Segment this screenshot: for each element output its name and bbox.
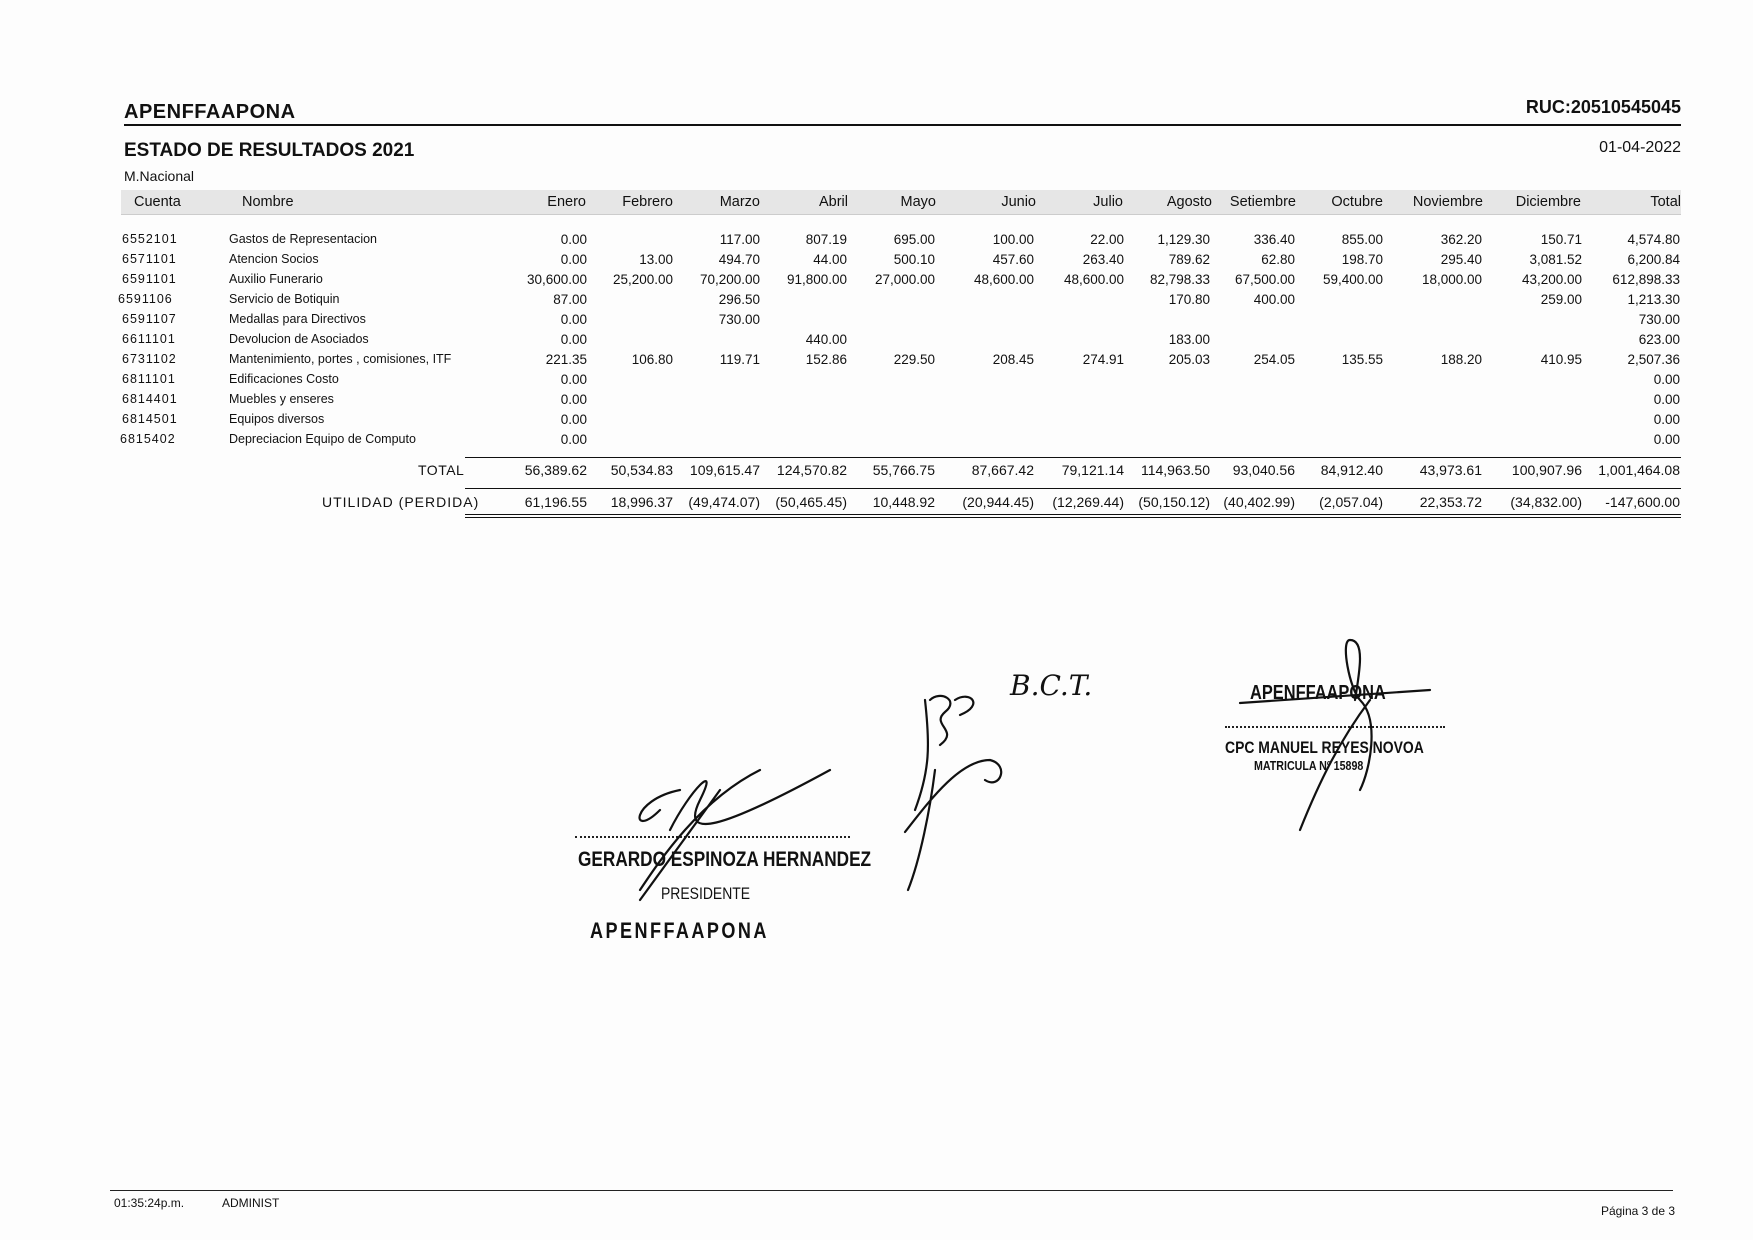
total-cell: 79,121.14 — [1061, 462, 1124, 478]
value-cell: 62.80 — [1261, 252, 1295, 267]
value-cell: 82,798.33 — [1149, 272, 1210, 287]
value-cell: 0.00 — [1653, 412, 1680, 427]
account-code: 6591101 — [122, 272, 177, 286]
total-label: TOTAL — [418, 462, 465, 478]
president-org: APENFFAAPONA — [590, 918, 769, 943]
value-cell: 0.00 — [1653, 372, 1680, 387]
value-cell: 70,200.00 — [699, 272, 760, 287]
column-header: Noviembre — [1412, 194, 1483, 210]
total-cell: 84,912.40 — [1320, 462, 1383, 478]
value-cell: 18,000.00 — [1421, 272, 1482, 287]
accountant-org: APENFFAAPONA — [1250, 682, 1386, 704]
column-header: Junio — [1001, 194, 1036, 210]
account-code: 6591106 — [118, 292, 173, 306]
company-name: APENFFAAPONA — [124, 101, 296, 123]
value-cell: 221.35 — [545, 352, 587, 367]
account-code: 6611101 — [122, 332, 176, 346]
value-cell: 440.00 — [805, 332, 847, 347]
total-cell: 56,389.62 — [524, 462, 587, 478]
column-header: Mayo — [900, 194, 936, 210]
total-cell: 114,963.50 — [1140, 462, 1210, 478]
value-cell: 0.00 — [560, 372, 587, 387]
value-cell: 22.00 — [1090, 232, 1124, 247]
value-cell: 87.00 — [553, 292, 587, 307]
account-name: Mantenimiento, portes , comisiones, ITF — [229, 352, 452, 366]
account-name: Servicio de Botiquin — [229, 292, 340, 306]
column-header: Setiembre — [1229, 194, 1296, 210]
utilidad-cell: 10,448.92 — [872, 494, 935, 510]
value-cell: 2,507.36 — [1627, 352, 1680, 367]
value-cell: 0.00 — [560, 392, 587, 407]
value-cell: 0.00 — [1653, 392, 1680, 407]
account-code: 6731102 — [122, 352, 177, 366]
account-name: Muebles y enseres — [229, 392, 334, 406]
account-name: Medallas para Directivos — [229, 312, 366, 326]
account-code: 6811101 — [122, 372, 176, 386]
total-cell: 43,973.61 — [1419, 462, 1482, 478]
value-cell: 208.45 — [992, 352, 1034, 367]
value-cell: 807.19 — [805, 232, 847, 247]
value-cell: 59,400.00 — [1322, 272, 1383, 287]
value-cell: 205.03 — [1168, 352, 1210, 367]
value-cell: 30,600.00 — [526, 272, 587, 287]
utilidad-cell: (40,402.99) — [1223, 494, 1295, 510]
value-cell: 188.20 — [1440, 352, 1482, 367]
value-cell: 789.62 — [1168, 252, 1210, 267]
value-cell: 198.70 — [1341, 252, 1383, 267]
utilidad-cell: (50,150.12) — [1138, 494, 1210, 510]
utilidad-cell: (50,465.45) — [775, 494, 847, 510]
value-cell: 25,200.00 — [612, 272, 673, 287]
account-code: 6814501 — [122, 412, 178, 426]
value-cell: 855.00 — [1341, 232, 1383, 247]
utilidad-cell: (2,057.04) — [1319, 494, 1383, 510]
utilidad-cell: (12,269.44) — [1052, 494, 1124, 510]
value-cell: 48,600.00 — [1063, 272, 1124, 287]
value-cell: 500.10 — [893, 252, 935, 267]
value-cell: 91,800.00 — [786, 272, 847, 287]
utilidad-cell: 18,996.37 — [610, 494, 673, 510]
total-cell: 100,907.96 — [1511, 462, 1582, 478]
column-header: Agosto — [1166, 194, 1212, 210]
column-header: Total — [1650, 194, 1681, 210]
ruc-number: RUC:20510545045 — [1525, 97, 1681, 117]
value-cell: 106.80 — [631, 352, 673, 367]
accountant-name: CPC MANUEL REYES NOVOA — [1225, 738, 1424, 757]
value-cell: 0.00 — [560, 312, 587, 327]
value-cell: 183.00 — [1168, 332, 1210, 347]
column-header: Abril — [818, 194, 848, 210]
column-header-nombre: Nombre — [242, 194, 294, 210]
value-cell: 43,200.00 — [1521, 272, 1582, 287]
print-user: ADMINIST — [222, 1196, 280, 1210]
value-cell: 48,600.00 — [973, 272, 1034, 287]
value-cell: 612,898.33 — [1612, 272, 1680, 287]
value-cell: 695.00 — [893, 232, 935, 247]
value-cell: 135.55 — [1341, 352, 1383, 367]
total-cell: 124,570.82 — [776, 462, 847, 478]
accountant-registration: MATRICULA Nº 15898 — [1254, 758, 1364, 773]
value-cell: 119.71 — [719, 352, 760, 367]
account-code: 6814401 — [122, 392, 178, 406]
value-cell: 263.40 — [1082, 252, 1124, 267]
value-cell: 150.71 — [1540, 232, 1582, 247]
value-cell: 457.60 — [992, 252, 1034, 267]
value-cell: 730.00 — [718, 312, 760, 327]
value-cell: 0.00 — [560, 232, 587, 247]
value-cell: 400.00 — [1253, 292, 1295, 307]
value-cell: 494.70 — [718, 252, 760, 267]
account-code: 6591107 — [122, 312, 177, 326]
value-cell: 0.00 — [560, 332, 587, 347]
footer-divider — [110, 1190, 1673, 1191]
value-cell: 229.50 — [893, 352, 935, 367]
page-number: Página 3 de 3 — [1600, 1204, 1675, 1218]
currency-label: M.Nacional — [124, 168, 195, 184]
value-cell: 13.00 — [639, 252, 673, 267]
print-time: 01:35:24p.m. — [114, 1196, 185, 1210]
utilidad-label: UTILIDAD (PERDIDA) — [322, 494, 480, 510]
value-cell: 254.05 — [1253, 352, 1295, 367]
value-cell: 1,129.30 — [1157, 232, 1210, 247]
value-cell: 6,200.84 — [1627, 252, 1680, 267]
value-cell: 259.00 — [1540, 292, 1582, 307]
value-cell: 0.00 — [560, 432, 587, 447]
total-cell: 50,534.83 — [610, 462, 673, 478]
column-header: Octubre — [1331, 194, 1383, 210]
value-cell: 152.86 — [805, 352, 847, 367]
president-title: PRESIDENTE — [661, 884, 751, 903]
account-name: Edificaciones Costo — [229, 372, 339, 386]
value-cell: 730.00 — [1638, 312, 1680, 327]
value-cell: 117.00 — [719, 232, 760, 247]
handwritten-note: B.C.T. — [1010, 669, 1093, 702]
value-cell: 295.40 — [1440, 252, 1482, 267]
account-name: Gastos de Representacion — [229, 232, 378, 246]
value-cell: 623.00 — [1638, 332, 1680, 347]
total-cell: 1,001,464.08 — [1598, 462, 1680, 478]
report-title: ESTADO DE RESULTADOS 2021 — [124, 140, 415, 161]
value-cell: 274.91 — [1082, 352, 1124, 367]
account-name: Devolucion de Asociados — [229, 332, 369, 346]
account-code: 6815402 — [120, 432, 176, 446]
column-header: Febrero — [622, 194, 673, 210]
value-cell: 0.00 — [560, 252, 587, 267]
value-cell: 67,500.00 — [1234, 272, 1295, 287]
column-header: Marzo — [719, 194, 760, 210]
utilidad-cell: (20,944.45) — [962, 494, 1034, 510]
value-cell: 44.00 — [813, 252, 847, 267]
utilidad-cell: 61,196.55 — [524, 494, 587, 510]
value-cell: 410.95 — [1540, 352, 1582, 367]
utilidad-cell: (49,474.07) — [688, 494, 760, 510]
report-date: 01-04-2022 — [1599, 139, 1681, 156]
value-cell: 336.40 — [1253, 232, 1295, 247]
account-code: 6552101 — [122, 232, 178, 246]
account-name: Auxilio Funerario — [229, 272, 323, 286]
total-cell: 109,615.47 — [689, 462, 760, 478]
column-header-cuenta: Cuenta — [134, 194, 181, 210]
president-name: GERARDO ESPINOZA HERNANDEZ — [578, 848, 872, 871]
value-cell: 296.50 — [718, 292, 760, 307]
account-name: Equipos diversos — [229, 412, 325, 426]
value-cell: 1,213.30 — [1627, 292, 1680, 307]
total-cell: 55,766.75 — [872, 462, 935, 478]
utilidad-cell: -147,600.00 — [1605, 494, 1680, 510]
column-header: Diciembre — [1515, 194, 1581, 210]
value-cell: 362.20 — [1440, 232, 1482, 247]
column-header: Julio — [1093, 194, 1123, 210]
value-cell: 3,081.52 — [1529, 252, 1582, 267]
value-cell: 100.00 — [992, 232, 1034, 247]
utilidad-cell: 22,353.72 — [1419, 494, 1482, 510]
utilidad-cell: (34,832.00) — [1510, 494, 1582, 510]
column-header: Enero — [547, 194, 586, 210]
value-cell: 4,574.80 — [1627, 232, 1680, 247]
total-cell: 87,667.42 — [971, 462, 1034, 478]
account-name: Atencion Socios — [229, 252, 319, 266]
account-code: 6571101 — [122, 252, 177, 266]
value-cell: 170.80 — [1168, 292, 1210, 307]
value-cell: 0.00 — [560, 412, 587, 427]
value-cell: 27,000.00 — [874, 272, 935, 287]
account-name: Depreciacion Equipo de Computo — [229, 432, 416, 446]
total-cell: 93,040.56 — [1232, 462, 1295, 478]
value-cell: 0.00 — [1653, 432, 1680, 447]
